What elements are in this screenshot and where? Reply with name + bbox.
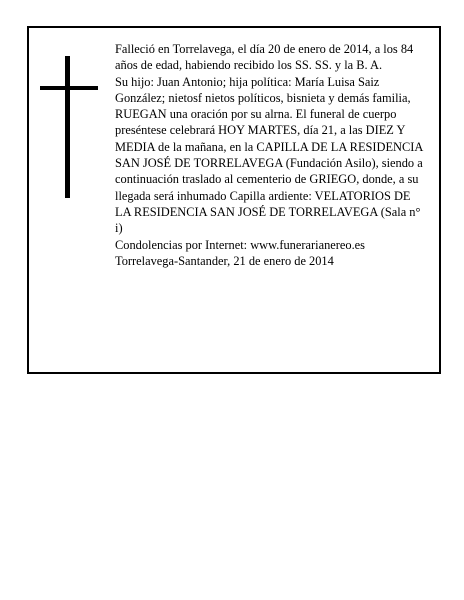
obituary-notice	[27, 26, 441, 374]
latin-cross-icon	[40, 56, 98, 198]
condolences-line: Condolencias por Internet: www.funerarianereo.es	[115, 237, 366, 252]
place-date-line: Torrelavega-Santander, 21 de enero de 2014	[115, 253, 334, 268]
family-members: Su hijo: Juan Antonio; hija política: María Luisa Saiz González; nietosf nietos políticos, bisnieta y demás familia,	[115, 74, 411, 105]
death-announcement: Falleció en Torrelavega, el día 20 de enero de 2014, a los 84 años de edad, habiendo recibido los SS. SS. y la B. A.	[115, 42, 414, 73]
funeral-details: RUEGAN una oración por su alrna. El funeral de cuerpo preséntese celebrará HOY MARTES, día 21, a las DIEZ Y MEDIA de la mañana, en la CAPILLA DE LA RESIDENCIA SAN JOSÉ DE TORRELAVEGA (Fundación Asilo), siendo a continuación traslado al cementerio de GRIEGO, donde, a su llegada será inhumado Capilla ardiente: VELATORIOS DE LA RESIDENCIA SAN JOSÉ DE TORRELAVEGA (Sala n° i)	[115, 107, 423, 236]
cross-horizontal-bar	[40, 86, 98, 90]
notice-body	[115, 41, 423, 269]
cross-vertical-bar	[65, 56, 70, 198]
